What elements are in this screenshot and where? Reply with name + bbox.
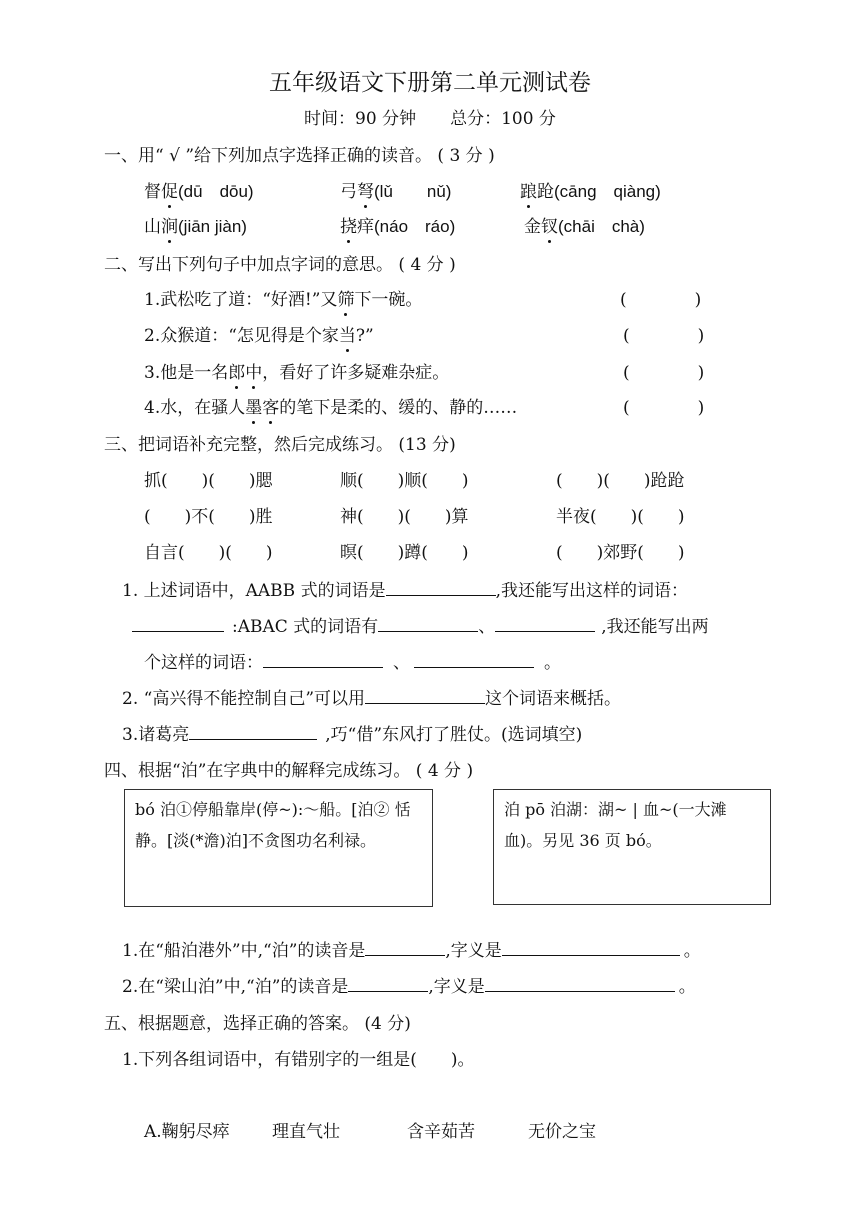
s1-item-3: 踉跄(cāng qiàng) <box>520 182 661 202</box>
s3-question-1-line-2: :ABAC 式的词语有 、 ,我还能写出两 <box>132 615 709 638</box>
dotted-char: 弩 <box>357 182 374 202</box>
dictionary-entry-bo: bó 泊①停船靠岸(停~):～船。[泊② 恬静。[淡(*澹)泊]不贪图功名利禄。 <box>124 789 433 907</box>
s3-question-2: 2. “高兴得不能控制自己”可以用 这个词语来概括。 <box>122 689 622 709</box>
section-3-heading: 三、把词语补充完整，然后完成练习。 (13 分) <box>104 435 456 455</box>
dotted-char: 客 <box>262 398 280 418</box>
section-4-heading: 四、根据“泊”在字典中的解释完成练习。 ( 4 分 ) <box>104 761 474 781</box>
s2-answer-paren-4: ( ) <box>623 398 705 418</box>
dotted-char: 促 <box>161 182 178 202</box>
page-title: 五年级语文下册第二单元测试卷 <box>269 70 591 96</box>
answer-blank[interactable] <box>378 615 478 632</box>
s1-item-4: 山涧(jiān jiàn) <box>144 217 247 237</box>
s3-question-3: 3.诸葛亮 ,巧“借”东风打了胜仗。(选词填空) <box>122 725 583 745</box>
answer-blank[interactable] <box>189 723 317 740</box>
answer-blank[interactable] <box>365 939 445 956</box>
section-1-heading: 一、用“ √ ”给下列加点字选择正确的读音。 ( 3 分 ) <box>104 146 495 166</box>
s3-word-r2c2: 神( )( )算 <box>340 507 469 527</box>
s2-question-3: 3.他是一名郎中，看好了许多疑难杂症。 <box>144 363 450 383</box>
answer-blank[interactable] <box>132 615 224 632</box>
answer-blank[interactable] <box>414 651 534 668</box>
page-subtitle: 时间：90 分钟 总分：100 分 <box>304 109 556 129</box>
s3-word-r3c3: ( )郊野( ) <box>556 543 685 563</box>
dotted-char: 当 <box>338 326 356 346</box>
s3-question-1-line-1: 1. 上述词语中，AABB 式的词语是 ,我还能写出这样的词语： <box>122 581 688 601</box>
s2-answer-paren-1: ( ) <box>620 290 702 310</box>
dotted-char: 筛 <box>337 290 355 310</box>
s5-question-1: 1.下列各组词语中，有错别字的一组是( )。 <box>122 1050 475 1070</box>
s1-item-2: 弓弩(lǔ nǔ) <box>340 182 452 202</box>
s3-word-r1c1: 抓( )( )腮 <box>144 471 273 491</box>
s3-word-r3c2: 暝( )蹲( ) <box>340 543 469 563</box>
dotted-char: 郎 <box>228 363 246 383</box>
dotted-char: 挠 <box>340 217 357 237</box>
s5-option-a-2: 理直气壮 <box>272 1122 340 1142</box>
answer-blank[interactable] <box>365 687 485 704</box>
s3-word-r2c1: ( )不( )胜 <box>144 507 273 527</box>
dotted-char: 墨 <box>245 398 263 418</box>
s1-item-6: 金钗(chāi chà) <box>524 217 645 237</box>
s1-item-1: 督促(dū dōu) <box>144 182 254 202</box>
s3-word-r2c3: 半夜( )( ) <box>556 507 685 527</box>
s3-word-r1c3: ( )( )跄跄 <box>556 471 685 491</box>
s2-question-1: 1.武松吃了道：“好酒!”又筛下一碗。 <box>144 290 423 310</box>
dotted-char: 中 <box>245 363 263 383</box>
dotted-char: 涧 <box>161 217 178 237</box>
s3-question-1-line-3: 个这样的词语： 、 。 <box>144 653 561 673</box>
answer-blank[interactable] <box>495 615 595 632</box>
s4-question-2: 2.在“梁山泊”中,“泊”的读音是 ,字义是 。 <box>122 977 696 997</box>
s2-question-4: 4.水，在骚人墨客的笔下是柔的、缓的、静的…… <box>144 398 518 418</box>
s2-question-2: 2.众猴道：“怎见得是个家当?” <box>144 326 374 346</box>
s2-answer-paren-2: ( ) <box>623 326 705 346</box>
section-2-heading: 二、写出下列句子中加点字词的意思。 ( 4 分 ) <box>104 255 456 275</box>
dictionary-entry-po: 泊 pō 泊湖：湖~ | 血~(一大滩血)。另见 36 页 bó。 <box>493 789 771 905</box>
s5-option-a-4: 无价之宝 <box>528 1122 596 1142</box>
dotted-char: 钗 <box>541 217 558 237</box>
dotted-char: 踉 <box>520 182 537 202</box>
s2-answer-paren-3: ( ) <box>623 363 705 383</box>
s3-word-r3c1: 自言( )( ) <box>144 543 273 563</box>
answer-blank[interactable] <box>386 579 496 596</box>
answer-blank[interactable] <box>485 975 675 992</box>
s1-item-5: 挠痒(náo ráo) <box>340 217 456 237</box>
s3-word-r1c2: 顺( )顺( ) <box>340 471 469 491</box>
answer-blank[interactable] <box>502 939 680 956</box>
section-5-heading: 五、根据题意，选择正确的答案。 (4 分) <box>104 1014 411 1034</box>
s4-question-1: 1.在“船泊港外”中,“泊”的读音是 ,字义是 。 <box>122 941 701 961</box>
answer-blank[interactable] <box>263 651 383 668</box>
answer-blank[interactable] <box>348 975 428 992</box>
s5-option-a-3: 含辛茹苦 <box>407 1122 475 1142</box>
s5-option-a-1: A.鞠躬尽瘁 <box>144 1122 230 1142</box>
